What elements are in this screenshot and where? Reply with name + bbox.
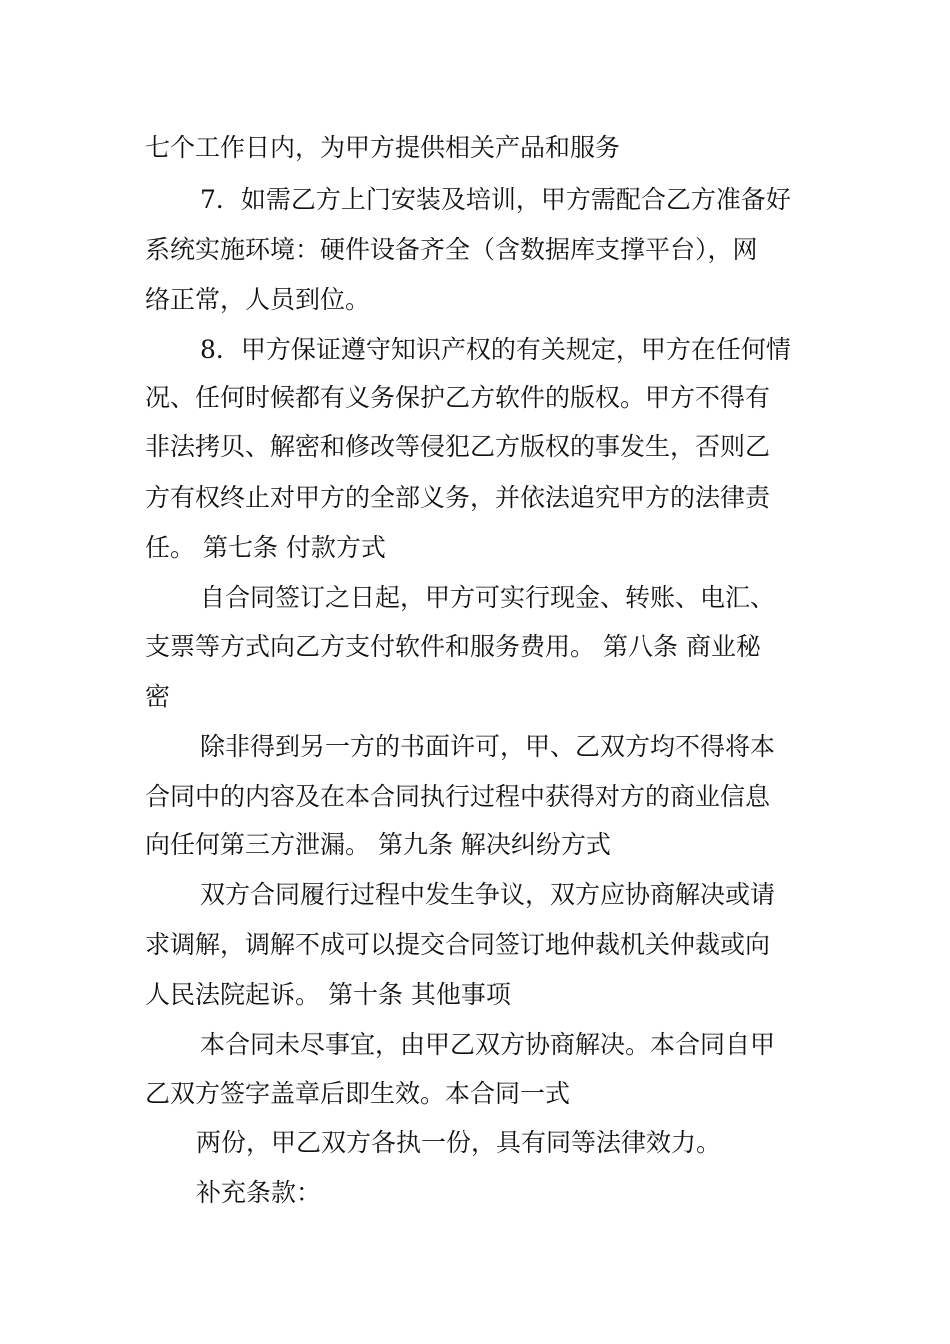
- text-line: 七个工作日内，为甲方提供相关产品和服务: [145, 133, 621, 162]
- text-line: 支票等方式向乙方支付软件和服务费用。 第八条 商业秘: [145, 632, 761, 661]
- text-line: 两份，甲乙双方各执一份，具有同等法律效力。: [196, 1128, 722, 1157]
- text-line: 非法拷贝、解密和修改等侵犯乙方版权的事发生，否则乙: [145, 432, 771, 461]
- text-line: 双方合同履行过程中发生争议，双方应协商解决或请: [200, 880, 776, 909]
- text-line: 本合同未尽事宜，由甲乙双方协商解决。本合同自甲: [200, 1030, 776, 1059]
- text-line: 求调解，调解不成可以提交合同签订地仲裁机关仲裁或向: [145, 930, 771, 959]
- text-line: 向任何第三方泄漏。 第九条 解决纠纷方式: [145, 830, 611, 859]
- text-line: 合同中的内容及在本合同执行过程中获得对方的商业信息: [145, 782, 771, 811]
- text-line: 密: [145, 682, 171, 711]
- text-line: 7．如需乙方上门安装及培训，甲方需配合乙方准备好: [200, 185, 791, 214]
- text-line: 人民法院起诉。 第十条 其他事项: [145, 980, 511, 1009]
- text-line: 8．甲方保证遵守知识产权的有关规定，甲方在任何情: [200, 335, 791, 364]
- text-line: 况、任何时候都有义务保护乙方软件的版权。甲方不得有: [145, 383, 771, 412]
- text-line: 方有权终止对甲方的全部义务，并依法追究甲方的法律责: [145, 483, 771, 512]
- text-line: 乙双方签字盖章后即生效。本合同一式: [145, 1079, 571, 1108]
- text-line: 系统实施环境：硬件设备齐全（含数据库支撑平台），网: [145, 235, 758, 264]
- text-line: 任。 第七条 付款方式: [145, 533, 386, 562]
- text-line: 自合同签订之日起，甲方可实行现金、转账、电汇、: [200, 583, 776, 612]
- text-line: 络正常，人员到位。: [145, 285, 371, 314]
- text-line: 除非得到另一方的书面许可，甲、乙双方均不得将本: [200, 732, 776, 761]
- text-line: 补充条款：: [196, 1178, 322, 1207]
